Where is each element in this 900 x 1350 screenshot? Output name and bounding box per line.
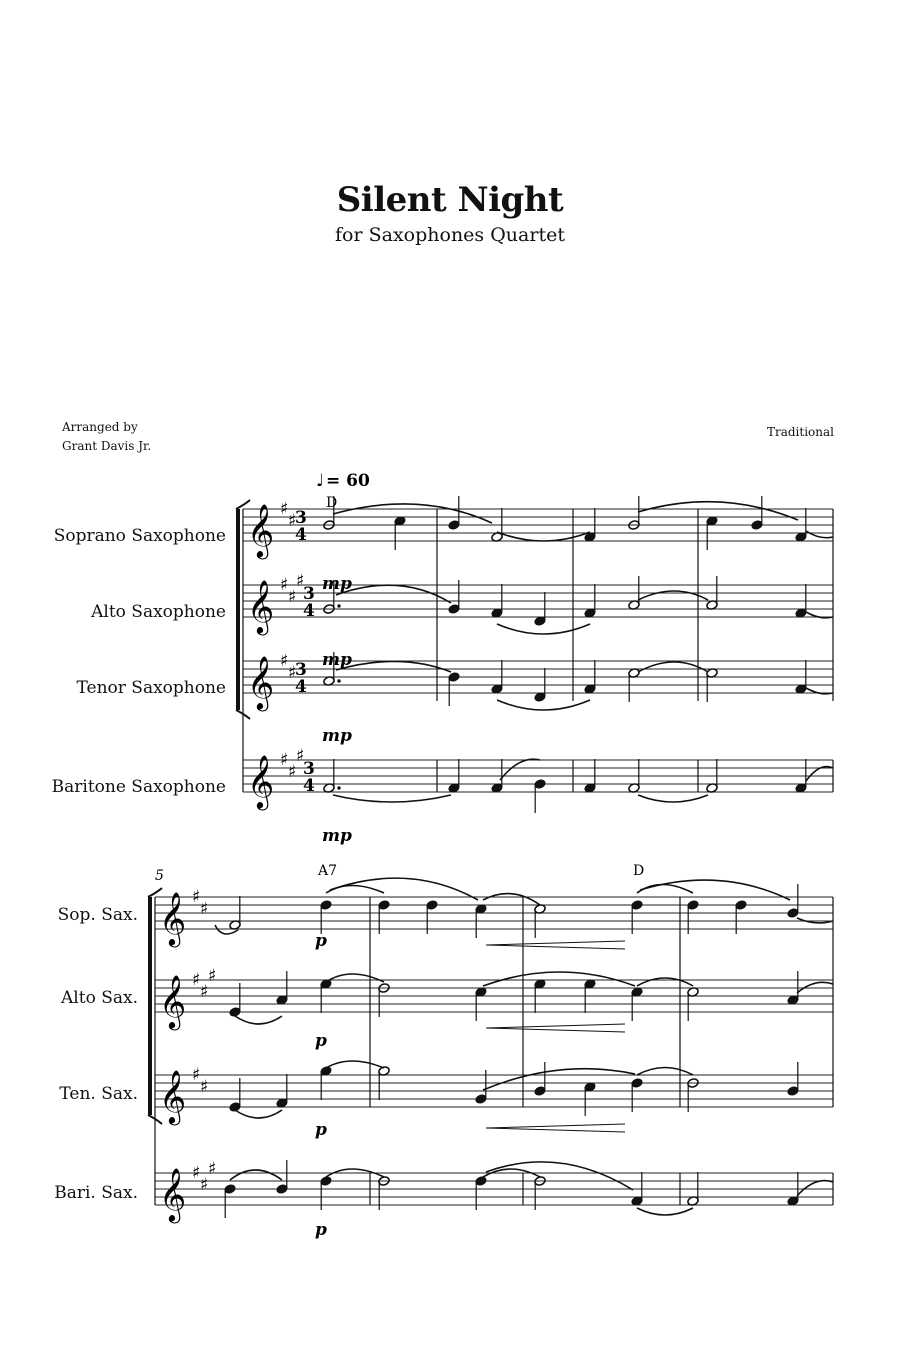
phrase-slur [497,700,590,710]
tie [637,1208,693,1215]
phrase-slur [235,1110,282,1118]
dynamic-p: p [315,1220,327,1240]
chord-symbol-A7: A7 [318,863,338,879]
treble-clef: 𝄞 [247,503,275,557]
crescendo-hairpin [486,1128,625,1132]
crescendo-hairpin [486,941,625,945]
dynamic-p: p [315,1031,327,1051]
phrase-slur [235,1016,282,1024]
treble-clef: 𝄞 [159,1167,187,1221]
phrase-slur [483,1069,635,1090]
phrase-slur [333,504,492,523]
time-sig-bottom: 4 [295,677,307,697]
label-alto-sax: Alto Sax. [61,988,138,1008]
label-alto-saxophone: Alto Saxophone [91,602,226,622]
tie-open [797,1181,833,1196]
key-sharp: ♯ [288,587,297,607]
treble-clef: 𝄞 [247,655,275,709]
key-sharp: ♯ [200,899,209,919]
phrase-slur [497,624,590,634]
tempo-mark: = 60 [326,471,370,491]
key-sharp: ♯ [208,1159,217,1179]
crescendo-hairpin [486,1028,625,1032]
label-soprano-saxophone: Soprano Saxophone [53,526,226,546]
label-ten-sax: Ten. Sax. [59,1084,138,1104]
key-sharp: ♯ [200,1175,209,1195]
tie-open [806,767,833,781]
treble-clef: 𝄞 [159,1069,187,1123]
key-sharp: ♯ [288,762,297,782]
measure-number: 5 [155,868,164,884]
key-sharp: ♯ [296,746,305,766]
tie [326,974,384,982]
phrase-slur [483,972,635,986]
key-sharp: ♯ [280,750,289,770]
arranger-line-1: Arranged by [62,420,138,434]
augmentation-dot [337,679,340,682]
key-sharp: ♯ [288,663,297,683]
page-subtitle: for Saxophones Quartet [335,224,565,246]
tie-open [806,531,833,538]
dynamic-mp: mp [322,726,352,746]
time-sig-top: 3 [303,584,315,604]
augmentation-dot [337,604,340,607]
tie [637,978,693,986]
time-sig-bottom: 4 [303,776,315,796]
key-sharp: ♯ [192,1065,201,1085]
arranger-line-2: Grant Davis Jr. [62,439,152,453]
key-sharp: ♯ [280,575,289,595]
tie [637,1068,693,1076]
augmentation-dot [337,786,340,789]
dynamic-mp: mp [322,574,352,594]
tie [638,795,708,802]
key-sharp: ♯ [192,970,201,990]
phrase-slur [500,759,540,780]
treble-clef: 𝄞 [159,974,187,1028]
time-sig-top: 3 [295,660,307,680]
dynamic-mp: mp [322,650,352,670]
crescendo-hairpin [486,945,625,949]
chord-symbol-D: D [633,863,645,879]
key-sharp: ♯ [208,966,217,986]
chord-symbol-D: D [326,495,338,511]
tie-open [797,918,833,923]
key-sharp: ♯ [280,499,289,519]
label-bari-sax: Bari. Sax. [54,1183,138,1203]
tempo-note: ♩ [316,471,325,491]
time-sig-top: 3 [303,759,315,779]
crescendo-hairpin [486,1124,625,1128]
composer-credit: Traditional [766,425,834,439]
treble-clef: 𝄞 [247,754,275,808]
label-baritone-saxophone: Baritone Saxophone [51,777,226,797]
dynamic-p: p [315,931,327,951]
label-tenor-saxophone: Tenor Saxophone [76,678,226,698]
label-sop-sax: Sop. Sax. [57,905,138,925]
time-sig-bottom: 4 [303,601,315,621]
phrase-slur [230,1170,282,1180]
key-sharp: ♯ [192,887,201,907]
key-sharp: ♯ [280,651,289,671]
tie [326,1061,384,1068]
treble-clef: 𝄞 [247,579,275,633]
dynamic-mp: mp [322,826,352,846]
time-sig-top: 3 [295,508,307,528]
key-sharp: ♯ [288,511,297,531]
key-sharp: ♯ [200,982,209,1002]
time-sig-bottom: 4 [295,525,307,545]
tie [336,661,451,672]
key-sharp: ♯ [296,571,305,591]
crescendo-hairpin [486,1024,625,1028]
key-sharp: ♯ [200,1077,209,1097]
page-title: Silent Night [336,180,564,220]
tie [333,795,451,802]
tie [483,894,540,905]
dynamic-p: p [315,1120,327,1140]
tie [336,585,451,603]
key-sharp: ♯ [192,1163,201,1183]
phrase-slur [486,1162,633,1190]
treble-clef: 𝄞 [159,891,187,945]
